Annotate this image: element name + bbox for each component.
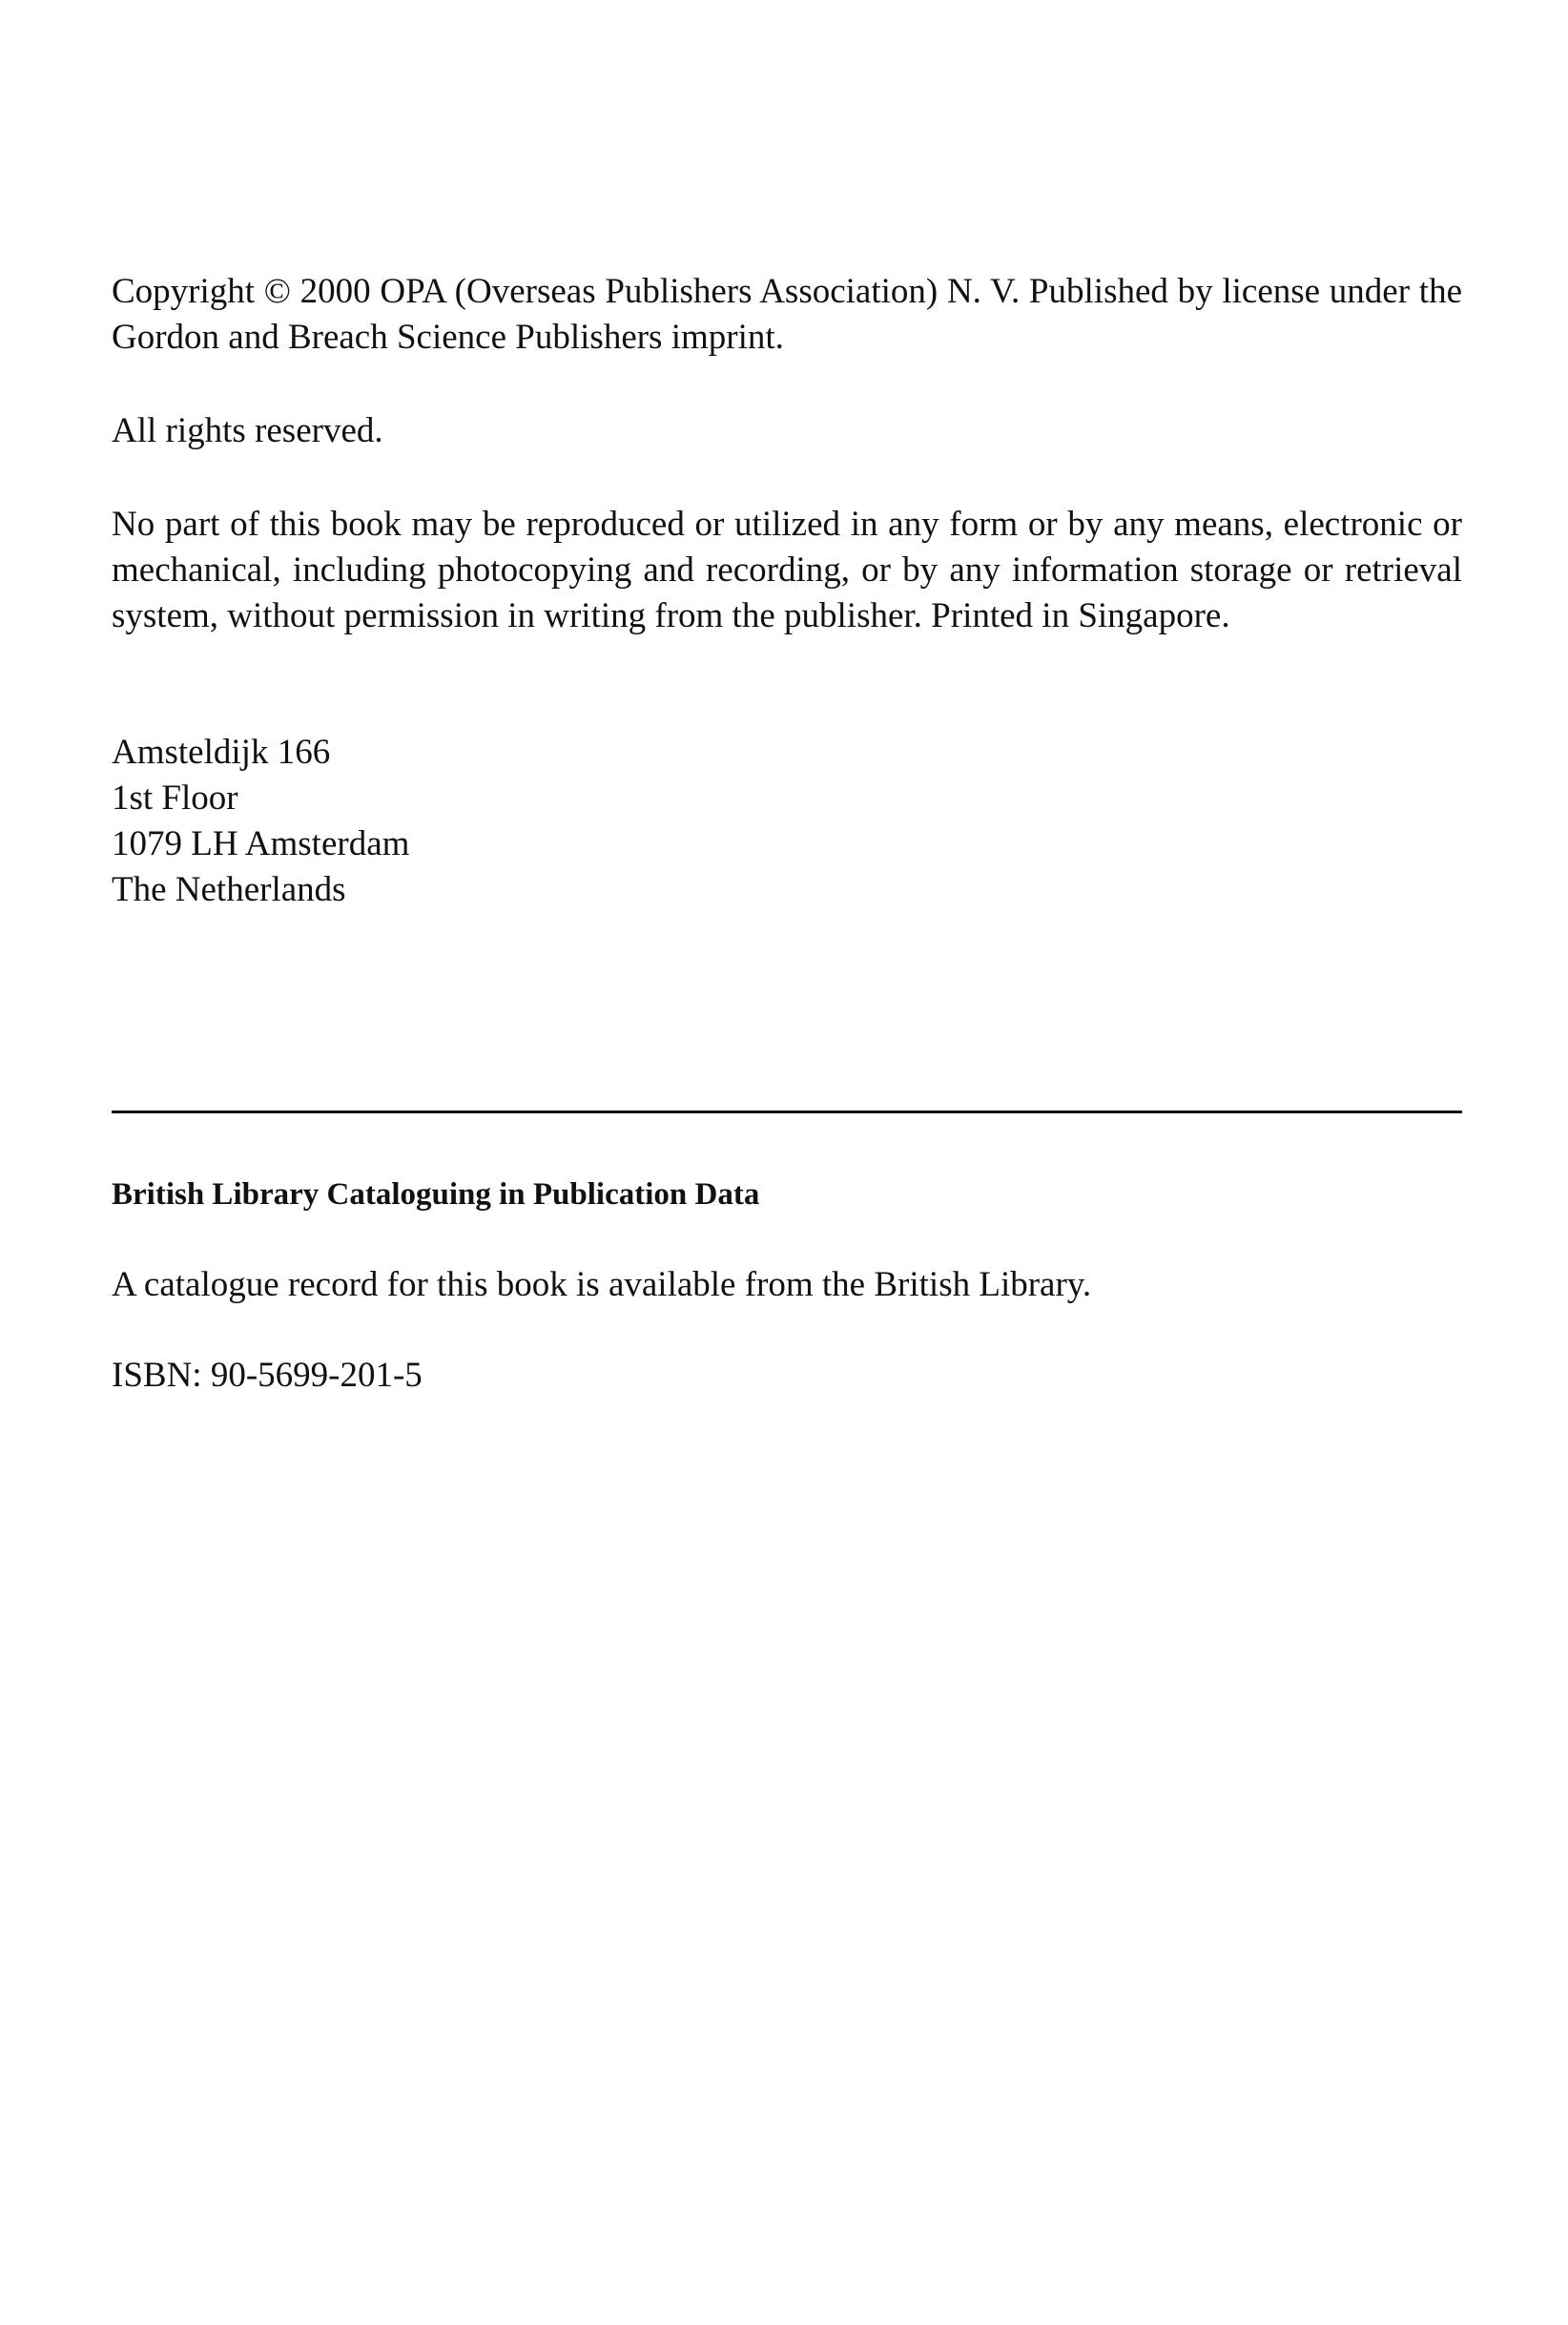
address-line: Amsteldijk 166 bbox=[112, 733, 331, 772]
address-line: 1079 LH Amsterdam bbox=[112, 824, 410, 863]
catalogue-note: A catalogue record for this book is available from the British Library. bbox=[112, 1265, 1092, 1304]
catalogue-section bbox=[112, 1172, 1462, 1399]
reproduction-statement: No part of this book may be reproduced or utilized in any form or by any means, electronic or mechanical, including photocopying and recording, or by any information storage or retrieval system, without permission in writing from the publisher. Printed in Singapore. bbox=[112, 505, 1462, 635]
section-divider bbox=[112, 1111, 1462, 1113]
isbn: ISBN: 90-5699-201-5 bbox=[112, 1356, 423, 1395]
publisher-address bbox=[112, 730, 1462, 913]
rights-statement: All rights reserved. bbox=[112, 411, 383, 450]
copyright-notice: Copyright © 2000 OPA (Overseas Publishers Association) N. V. Published by license under the Gordon and Breach Science Publishers imprint. bbox=[112, 272, 1462, 357]
catalogue-heading: British Library Cataloguing in Publication Data bbox=[112, 1177, 760, 1212]
address-line: 1st Floor bbox=[112, 778, 238, 818]
publication-notice bbox=[112, 269, 1462, 913]
address-line: The Netherlands bbox=[112, 870, 346, 909]
